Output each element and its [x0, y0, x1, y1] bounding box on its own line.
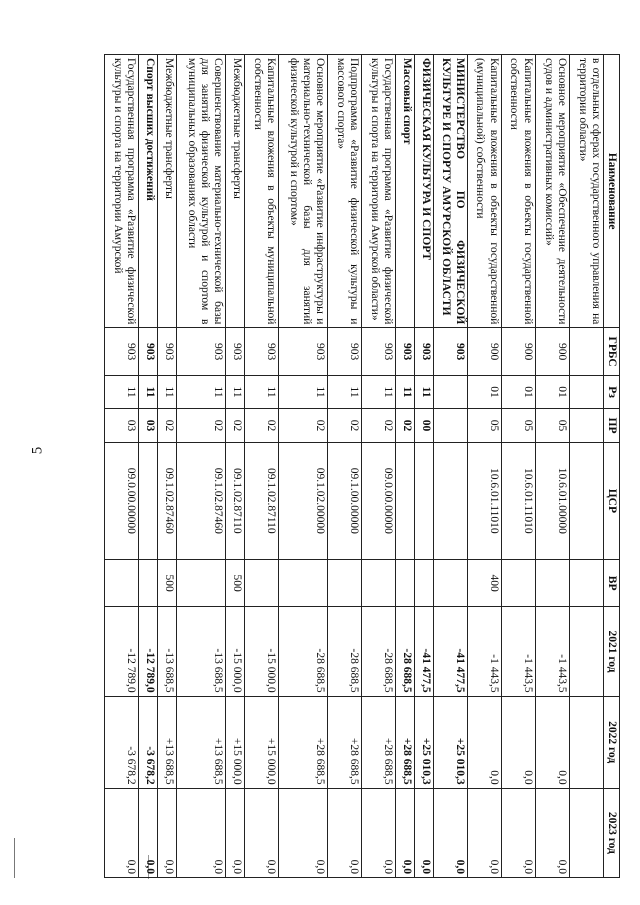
- cell-2021: -15 000,0: [244, 607, 278, 696]
- table-row: [535, 55, 569, 878]
- cell-pr: 02: [362, 409, 396, 442]
- cell-name: Межбюджетные трансферты: [225, 55, 244, 328]
- cell-2022: 0,0: [535, 696, 569, 788]
- header-vr: ВР: [603, 559, 619, 606]
- cell-vr: 500: [157, 559, 176, 606]
- cell-2022: +28 688,5: [328, 696, 362, 788]
- header-csr: ЦСР: [603, 442, 619, 559]
- cell-grbs: 903: [433, 328, 467, 375]
- cell-pr: 03: [105, 409, 139, 442]
- cell-2022: [569, 696, 603, 788]
- cell-2021: -41 477,5: [433, 607, 467, 696]
- cell-csr: [433, 442, 467, 559]
- cell-pr: 03: [139, 409, 158, 442]
- cell-grbs: 903: [105, 328, 139, 375]
- cell-2023: [569, 788, 603, 877]
- cell-vr: [414, 559, 433, 606]
- cell-rz: 11: [362, 375, 396, 408]
- cell-2022: +15 000,0: [244, 696, 278, 788]
- cell-csr: 09.1.02.87460: [176, 442, 225, 559]
- cell-2023: 0,0: [362, 788, 396, 877]
- cell-2021: -28 688,5: [278, 607, 327, 696]
- cell-vr: [501, 559, 535, 606]
- cell-2021: -41 477,5: [414, 607, 433, 696]
- table-row: [433, 55, 467, 878]
- table-row: [396, 55, 415, 878]
- cell-2021: -13 688,5: [176, 607, 225, 696]
- cell-csr: 10.6.01.11010: [501, 442, 535, 559]
- budget-table: [104, 54, 620, 878]
- cell-csr: 10.6.01.11010: [467, 442, 501, 559]
- table-row: [362, 55, 396, 878]
- cell-vr: [139, 559, 158, 606]
- cell-2022: -3 678,2: [139, 696, 158, 788]
- cell-2021: -12 789,0: [105, 607, 139, 696]
- cell-2023: 0,0: [278, 788, 327, 877]
- cell-vr: [362, 559, 396, 606]
- table-header-row: [603, 55, 619, 878]
- cell-2022: +25 010,3: [414, 696, 433, 788]
- table-row: [414, 55, 433, 878]
- cell-2022: +28 688,5: [362, 696, 396, 788]
- cell-2023: 0,0: [105, 788, 139, 877]
- cell-rz: 11: [414, 375, 433, 408]
- cell-2023: 0,0: [467, 788, 501, 877]
- cell-pr: 02: [328, 409, 362, 442]
- cell-rz: 11: [139, 375, 158, 408]
- cell-rz: [569, 375, 603, 408]
- table-row: [467, 55, 501, 878]
- cell-2022: +15 000,0: [225, 696, 244, 788]
- cell-rz: 11: [225, 375, 244, 408]
- cell-vr: [278, 559, 327, 606]
- cell-2022: +25 010,3: [433, 696, 467, 788]
- cell-2021: [569, 607, 603, 696]
- cell-pr: 05: [467, 409, 501, 442]
- header-2022: 2022 год: [603, 696, 619, 788]
- header-rz: Рз: [603, 375, 619, 408]
- cell-vr: [433, 559, 467, 606]
- table-row: [328, 55, 362, 878]
- cell-csr: 09.1.02.00000: [278, 442, 327, 559]
- table-row: [225, 55, 244, 878]
- cell-2021: -13 688,5: [157, 607, 176, 696]
- cell-pr: 02: [278, 409, 327, 442]
- cell-grbs: 903: [414, 328, 433, 375]
- cell-grbs: 903: [244, 328, 278, 375]
- cell-name: Подпрограмма «Развитие физической культуры и массового спорта»: [328, 55, 362, 328]
- cell-grbs: 903: [139, 328, 158, 375]
- cell-csr: [396, 442, 415, 559]
- cell-name: Государственная программа «Развитие физической культуры и спорта на территории Амурской: [105, 55, 139, 328]
- cell-name: Совершенствование материально-технической базы для занятий физической культурой и спортом в муниципальных образованиях области: [176, 55, 225, 328]
- cell-grbs: 903: [328, 328, 362, 375]
- cell-2021: -1 443,5: [467, 607, 501, 696]
- cell-name: МИНИСТЕРСТВО ПО ФИЗИЧЕСКОЙ КУЛЬТУРЕ И СПОРТУ АМУРСКОЙ ОБЛАСТИ: [433, 55, 467, 328]
- cell-grbs: 900: [467, 328, 501, 375]
- cell-csr: 10.6.01.00000: [535, 442, 569, 559]
- cell-grbs: [569, 328, 603, 375]
- header-pr: ПР: [603, 409, 619, 442]
- cell-grbs: 903: [157, 328, 176, 375]
- table-row: [139, 55, 158, 878]
- cell-2021: -28 688,5: [396, 607, 415, 696]
- cell-name: Спорт высших достижений: [139, 55, 158, 328]
- cell-rz: 11: [244, 375, 278, 408]
- cell-vr: [396, 559, 415, 606]
- cell-grbs: 903: [362, 328, 396, 375]
- header-2021: 2021 год: [603, 607, 619, 696]
- cell-vr: 500: [225, 559, 244, 606]
- cell-vr: 400: [467, 559, 501, 606]
- table-row: [176, 55, 225, 878]
- header-grbs: ГРБС: [603, 328, 619, 375]
- cell-name: Капитальные вложения в объекты государственной (муниципальной) собственности: [467, 55, 501, 328]
- cell-csr: [569, 442, 603, 559]
- cell-2023: 0,0: [535, 788, 569, 877]
- cell-2023: 0,0: [328, 788, 362, 877]
- cell-2023: 0,0: [433, 788, 467, 877]
- table-row: [157, 55, 176, 878]
- cell-vr: [328, 559, 362, 606]
- cell-vr: [569, 559, 603, 606]
- table-row: [278, 55, 327, 878]
- cell-2023: 0,0: [157, 788, 176, 877]
- table-row: [105, 55, 139, 878]
- cell-rz: 01: [467, 375, 501, 408]
- cell-rz: 11: [396, 375, 415, 408]
- cell-pr: 02: [225, 409, 244, 442]
- cell-grbs: 900: [501, 328, 535, 375]
- cell-csr: 09.0.00.00000: [105, 442, 139, 559]
- cell-2021: -1 443,5: [535, 607, 569, 696]
- cell-grbs: 903: [278, 328, 327, 375]
- cell-pr: 02: [396, 409, 415, 442]
- cell-name: Основное мероприятие «Развитие инфраструктуры и материально-технической базы для занятий физической культурой и спортом»: [278, 55, 327, 328]
- cell-2023: 0,0: [176, 788, 225, 877]
- cell-2022: +28 688,5: [396, 696, 415, 788]
- page-number: 5: [29, 446, 46, 455]
- cell-2022: +13 688,5: [176, 696, 225, 788]
- cell-pr: [569, 409, 603, 442]
- cell-2023: 0,0: [501, 788, 535, 877]
- cell-name: ФИЗИЧЕСКАЯ КУЛЬТУРА И СПОРТ: [414, 55, 433, 328]
- rotated-table-container: [104, 54, 620, 878]
- table-row: [244, 55, 278, 878]
- cell-2021: -1 443,5: [501, 607, 535, 696]
- cell-csr: 09.0.00.00000: [362, 442, 396, 559]
- table-row: [501, 55, 535, 878]
- header-name: Наименование: [603, 55, 619, 328]
- cell-2022: +28 688,5: [278, 696, 327, 788]
- cell-rz: 11: [176, 375, 225, 408]
- cell-vr: [105, 559, 139, 606]
- cell-rz: 11: [105, 375, 139, 408]
- table-row: [569, 55, 603, 878]
- cell-grbs: 900: [535, 328, 569, 375]
- cell-2022: +13 688,5: [157, 696, 176, 788]
- cell-pr: 05: [501, 409, 535, 442]
- cell-pr: 02: [244, 409, 278, 442]
- cell-grbs: 903: [396, 328, 415, 375]
- cell-rz: 01: [535, 375, 569, 408]
- cell-2021: -12 789,0: [139, 607, 158, 696]
- cell-name: Капитальные вложения в объекты муниципальной собственности: [244, 55, 278, 328]
- cell-pr: 02: [176, 409, 225, 442]
- cell-2021: -28 688,5: [362, 607, 396, 696]
- cell-vr: [176, 559, 225, 606]
- cell-csr: 09.1.02.87110: [225, 442, 244, 559]
- cell-name: Массовый спорт: [396, 55, 415, 328]
- cell-name: Государственная программа «Развитие физической культуры и спорта на территории Амурской области»: [362, 55, 396, 328]
- margin-line: [14, 838, 15, 878]
- cell-2023: 0,0: [396, 788, 415, 877]
- cell-rz: 11: [157, 375, 176, 408]
- cell-pr: 02: [157, 409, 176, 442]
- cell-2021: -28 688,5: [328, 607, 362, 696]
- cell-vr: [535, 559, 569, 606]
- cell-name: Межбюджетные трансферты: [157, 55, 176, 328]
- cell-2023: 0,0: [225, 788, 244, 877]
- cell-grbs: 903: [225, 328, 244, 375]
- cell-pr: [433, 409, 467, 442]
- cell-csr: 09.1.00.00000: [328, 442, 362, 559]
- cell-rz: 01: [501, 375, 535, 408]
- cell-csr: [139, 442, 158, 559]
- cell-2023: 0,0: [139, 788, 158, 877]
- cell-csr: 09.1.02.87110: [244, 442, 278, 559]
- cell-2022: -3 678,2: [105, 696, 139, 788]
- cell-rz: [433, 375, 467, 408]
- cell-2022: 0,0: [501, 696, 535, 788]
- cell-2023: 0,0: [414, 788, 433, 877]
- cell-grbs: 903: [176, 328, 225, 375]
- cell-csr: [414, 442, 433, 559]
- cell-name: Основное мероприятие «Обеспечение деятельности судов и административных комиссий»: [535, 55, 569, 328]
- cell-name: Капитальные вложения в объекты государственной собственности: [501, 55, 535, 328]
- cell-rz: 11: [278, 375, 327, 408]
- cell-csr: 09.1.02.87460: [157, 442, 176, 559]
- cell-vr: [244, 559, 278, 606]
- header-2023: 2023 год: [603, 788, 619, 877]
- cell-2022: 0,0: [467, 696, 501, 788]
- cell-pr: 05: [535, 409, 569, 442]
- cell-2023: 0,0: [244, 788, 278, 877]
- cell-pr: 00: [414, 409, 433, 442]
- cell-name: в отдельных сферах государственного управления на территории области»: [569, 55, 603, 328]
- cell-rz: 11: [328, 375, 362, 408]
- cell-2021: -15 000,0: [225, 607, 244, 696]
